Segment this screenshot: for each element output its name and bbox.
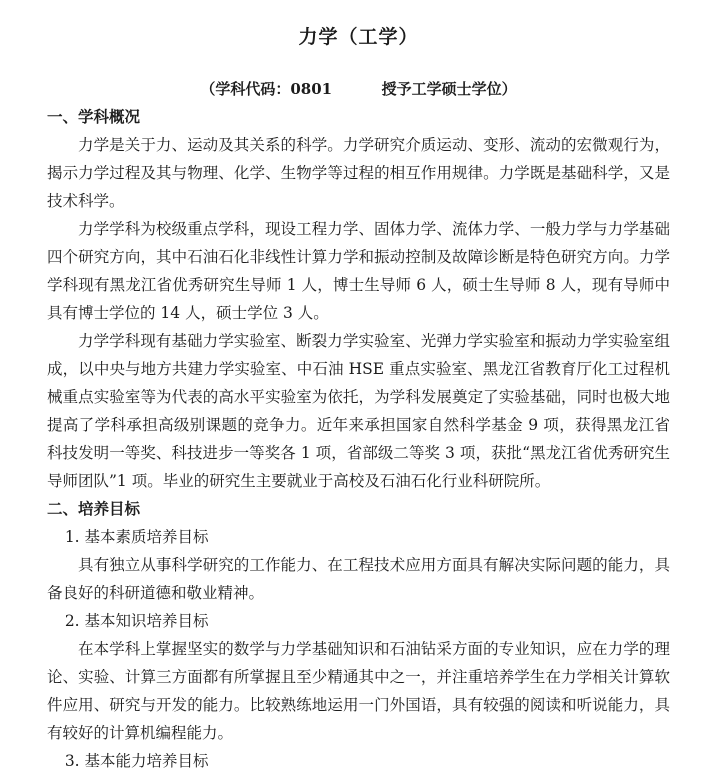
doc-title: 力学（工学）: [298, 26, 419, 48]
degree-award-label: 授予工学硕士学位）: [381, 80, 517, 98]
section-heading-training-objectives: 二、培养目标: [47, 499, 141, 518]
item-heading-basic-ability: 3. 基本能力培养目标: [64, 752, 209, 770]
paragraph-basic-quality: 具有独立从事科学研究的工作能力、在工程技术应用方面具有解决实际问题的能力，具备良好的科研道德和敬业精神。: [47, 556, 670, 602]
subject-code-label: （学科代码：0801: [200, 80, 333, 98]
paragraph-laboratories-achievements: 力学学科现有基础力学实验室、断裂力学实验室、光弹力学实验室和振动力学实验室组成，以中央与地方共建力学实验室、中石油 HSE 重点实验室、黑龙江省教育厅化工过程机械重点实验室等为代表的高水平实验室为依托，为学科发展奠定了实验基础，同时也极大地提高了学科承担高级别课题的竞争力。近年来承担国家自然科学基金 9 项，获得黑龙江省科技发明一等奖、科技进步一等奖各 1 项，省部级二等奖 3 项，获批“黑龙江省优秀研究生导师团队”1 项。毕业的研究生主要就业于高校及石油石化行业科研院所。: [47, 332, 670, 490]
paragraph-basic-knowledge: 在本学科上掌握坚实的数学与力学基础知识和石油钻采方面的专业知识，应在力学的理论、实验、计算三方面都有所掌握且至少精通其中之一，并注重培养学生在力学相关计算软件应用、研究与开发的能力。比较熟练地运用一门外国语，具有较强的阅读和听说能力，具有较好的计算机编程能力。: [47, 640, 670, 742]
paragraph-discipline-definition: 力学是关于力、运动及其关系的科学。力学研究介质运动、变形、流动的宏微观行为，揭示力学过程及其与物理、化学、生物学等过程的相互作用规律。力学既是基础科学，又是技术科学。: [47, 136, 670, 210]
section-heading-discipline-overview: 一、学科概况: [47, 107, 141, 126]
doc-subtitle: [47, 75, 670, 103]
item-heading-basic-knowledge: 2. 基本知识培养目标: [64, 612, 209, 630]
item-heading-basic-quality: 1. 基本素质培养目标: [64, 528, 209, 546]
paragraph-research-directions: 力学学科为校级重点学科，现设工程力学、固体力学、流体力学、一般力学与力学基础四个研究方向，其中石油石化非线性计算力学和振动控制及故障诊断是特色研究方向。力学学科现有黑龙江省优秀研究生导师 1 人，博士生导师 6 人，硕士生导师 8 人，现有导师中具有博士学位的 14 人，硕士学位 3 人。: [47, 220, 670, 322]
